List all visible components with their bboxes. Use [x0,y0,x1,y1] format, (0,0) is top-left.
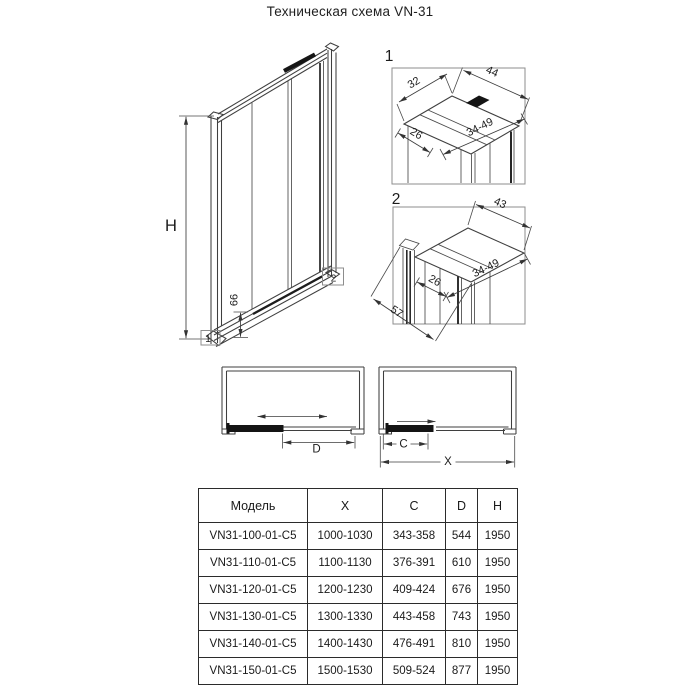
cell-model: VN31-140-01-C5 [199,631,308,658]
detail-1 [385,48,530,184]
sliding-panel-cap-right [386,423,389,434]
table-row [199,577,518,604]
page-title: Техническая схема VN-31 [266,4,434,19]
h-extension-lines [179,116,214,339]
table-row [199,604,518,631]
cell-model: VN31-130-01-C5 [199,604,308,631]
cell-h: 1950 [478,658,518,685]
dim-label-26-d1: 26 [407,125,425,143]
plan-view-right [379,367,516,468]
sliding-panel-right [386,423,434,434]
cell-h: 1950 [478,631,518,658]
sliding-panel-cap [227,423,230,434]
cell-x: 1100-1130 [308,550,383,577]
cell-x: 1000-1030 [308,523,383,550]
cell-h: 1950 [478,604,518,631]
cell-c: 376-391 [383,550,446,577]
col-header-x: X [308,489,383,523]
dim-26-d2 [414,273,449,301]
col-header-h: H [478,489,518,523]
cell-x: 1400-1430 [308,631,383,658]
spec-table [198,488,518,685]
cell-d: 676 [446,577,478,604]
dim-label-34-49-d1: 34-49 [464,115,496,140]
door-elevation [165,43,343,347]
detail-1-label: 1 [384,48,394,65]
dim-label-x: X [444,456,452,468]
marker-1-number: 1 [205,334,211,345]
table-row [199,523,518,550]
cell-h: 1950 [478,550,518,577]
cell-c: 343-358 [383,523,446,550]
col-header-d: D [446,489,478,523]
cell-d: 877 [446,658,478,685]
dim-32-line [399,74,447,102]
dim-label-44: 44 [483,64,501,80]
left-wall-profile [207,112,227,346]
d-dimension [283,434,356,456]
dim-57-line [374,299,434,340]
c-dimension [383,434,428,451]
dim-label-34-49-d2: 34-49 [470,256,502,281]
cell-c: 476-491 [383,631,446,658]
dim-label-66: 66 [228,293,241,307]
table-row [199,658,518,685]
detail-2 [371,191,532,341]
dim-label-h: H [165,217,177,235]
dim-label-32: 32 [405,74,423,92]
dim-label-43: 43 [491,195,509,212]
cell-d: 743 [446,604,478,631]
cell-d: 810 [446,631,478,658]
cell-model: VN31-100-01-C5 [199,523,308,550]
cell-x: 1300-1330 [308,604,383,631]
plan-left-frame [222,367,364,434]
col-header-c: C [383,489,446,523]
table-header-row [199,489,518,523]
right-wall-profile [326,49,340,278]
cell-h: 1950 [478,523,518,550]
table-row [199,631,518,658]
cell-c: 509-524 [383,658,446,685]
cell-x: 1500-1530 [308,658,383,685]
dim-label-57: 57 [388,303,405,321]
bottom-rail-dark-edge [253,277,322,315]
cell-x: 1200-1230 [308,577,383,604]
dim-label-d: D [312,443,321,456]
dim-label-26-d2: 26 [426,272,443,290]
sliding-panel-left [227,423,284,434]
sliding-panel-bar-right [388,425,434,432]
cell-model: VN31-120-01-C5 [199,577,308,604]
cell-d: 544 [446,523,478,550]
h-dimension [165,116,214,339]
cell-d: 610 [446,550,478,577]
detail-2-label: 2 [391,191,401,208]
col-header-model: Модель [199,489,308,523]
cell-c: 443-458 [383,604,446,631]
cell-model: VN31-150-01-C5 [199,658,308,685]
plan-view-left [222,367,364,456]
table-row [199,550,518,577]
glass-panel-edges [252,61,324,309]
dim-label-c: C [399,438,408,451]
cell-h: 1950 [478,577,518,604]
cell-c: 409-424 [383,577,446,604]
marker-2-number: 2 [330,273,337,285]
sliding-panel-bar [229,425,284,432]
cell-model: VN31-110-01-C5 [199,550,308,577]
plan-right-frame [379,367,516,434]
wall-profile-dark-lines [407,250,410,324]
